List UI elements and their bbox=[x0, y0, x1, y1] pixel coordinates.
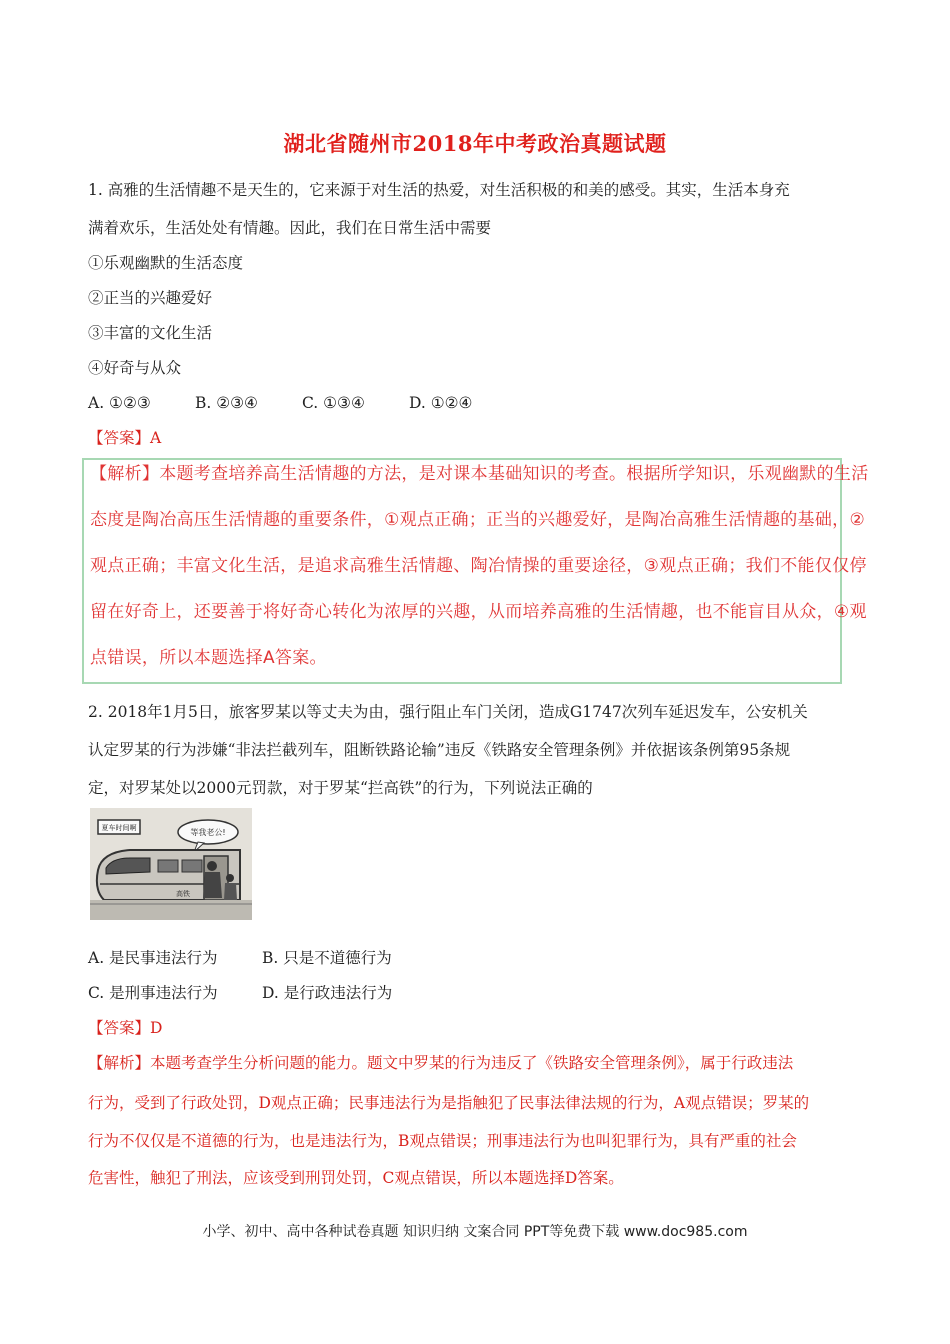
q2-analysis-line: 危害性，触犯了刑法，应该受到刑罚处罚，C观点错误，所以本题选择D答案。 bbox=[88, 1169, 624, 1187]
cartoon-train-label: 高铁 bbox=[176, 890, 190, 898]
q1-answer: 【答案】A bbox=[88, 429, 162, 447]
q2-option-c: C. 是刑事违法行为 bbox=[88, 984, 218, 1002]
q1-analysis-line: 态度是陶冶高压生活情趣的重要条件，①观点正确；正当的兴趣爱好，是陶冶高雅生活情趣的基础，② bbox=[90, 510, 865, 530]
q2-option-a: A. 是民事违法行为 bbox=[88, 949, 218, 967]
q2-options-row2 bbox=[88, 983, 392, 1003]
q1-item: ③丰富的文化生活 bbox=[88, 324, 213, 342]
q2-stem-line: 定，对罗某处以2000元罚款，对于罗某“拦高铁”的行为，下列说法正确的 bbox=[88, 779, 593, 797]
q2-analysis-line: 行为，受到了行政处罚，D观点正确；民事违法行为是指触犯了民事法律法规的行为，A观点错误；罗某的 bbox=[88, 1094, 810, 1112]
q1-option-c: C. ①③④ bbox=[302, 394, 365, 412]
q1-item: ①乐观幽默的生活态度 bbox=[88, 254, 244, 272]
q2-answer: 【答案】D bbox=[88, 1019, 163, 1037]
page-footer: 小学、初中、高中各种试卷真题 知识归纳 文案合同 PPT等免费下载 www.doc985.com bbox=[202, 1224, 748, 1240]
q2-analysis-line: 行为不仅仅是不道德的行为，也是违法行为，B观点错误；刑事违法行为也叫犯罪行为，具有严重的社会 bbox=[88, 1132, 797, 1150]
q1-analysis-line: 观点正确；丰富文化生活，是追求高雅生活情趣、陶冶情操的重要途径，③观点正确；我们不能仅仅停 bbox=[90, 556, 867, 576]
q1-item: ②正当的兴趣爱好 bbox=[88, 289, 213, 307]
q2-stem-line: 认定罗某的行为涉嫌“非法拦截列车，阻断铁路论输”违反《铁路安全管理条例》并依据该条例第95条规 bbox=[88, 741, 791, 759]
q1-analysis-line: 【解析】本题考查培养高生活情趣的方法，是对课本基础知识的考查。根据所学知识，乐观幽默的生活 bbox=[90, 464, 869, 484]
q1-analysis-box bbox=[82, 458, 869, 684]
q2-stem-line: 2. 2018年1月5日，旅客罗某以等丈夫为由，强行阻止车门关闭，造成G1747次列车延迟发车，公安机关 bbox=[88, 703, 808, 721]
q1-option-d: D. ①②④ bbox=[409, 394, 473, 412]
q1-stem-line1: 1. 高雅的生活情趣不是天生的，它来源于对生活的热爱，对生活积极的和美的感受。其实，生活本身充 bbox=[88, 181, 790, 199]
q1-stem-line2: 满着欢乐，生活处处有情趣。因此，我们在日常生活中需要 bbox=[88, 219, 492, 237]
cartoon-sign-text: 夏车时间啊 bbox=[101, 824, 137, 832]
q2-cartoon-image bbox=[90, 808, 252, 920]
q2-analysis-line: 【解析】本题考查学生分析问题的能力。题文中罗某的行为违反了《铁路安全管理条例》，属于行政违法 bbox=[88, 1054, 794, 1072]
q1-item: ④好奇与从众 bbox=[88, 359, 182, 377]
q2-option-b: B. 只是不道德行为 bbox=[262, 949, 392, 967]
q1-analysis-line: 点错误，所以本题选择A答案。 bbox=[90, 648, 327, 668]
q1-option-b: B. ②③④ bbox=[195, 394, 258, 412]
q2-options-row1 bbox=[88, 948, 392, 968]
q2-option-d: D. 是行政违法行为 bbox=[262, 984, 393, 1002]
q1-options bbox=[88, 393, 472, 413]
cartoon-bubble-text: 等我老公! bbox=[190, 828, 226, 837]
q1-analysis-line: 留在好奇上，还要善于将好奇心转化为浓厚的兴趣，从而培养高雅的生活情趣，也不能盲目从众，④观 bbox=[90, 602, 867, 622]
page-title: 湖北省随州市2018年中考政治真题试题 bbox=[283, 131, 667, 156]
q1-option-a: A. ①②③ bbox=[88, 394, 151, 412]
